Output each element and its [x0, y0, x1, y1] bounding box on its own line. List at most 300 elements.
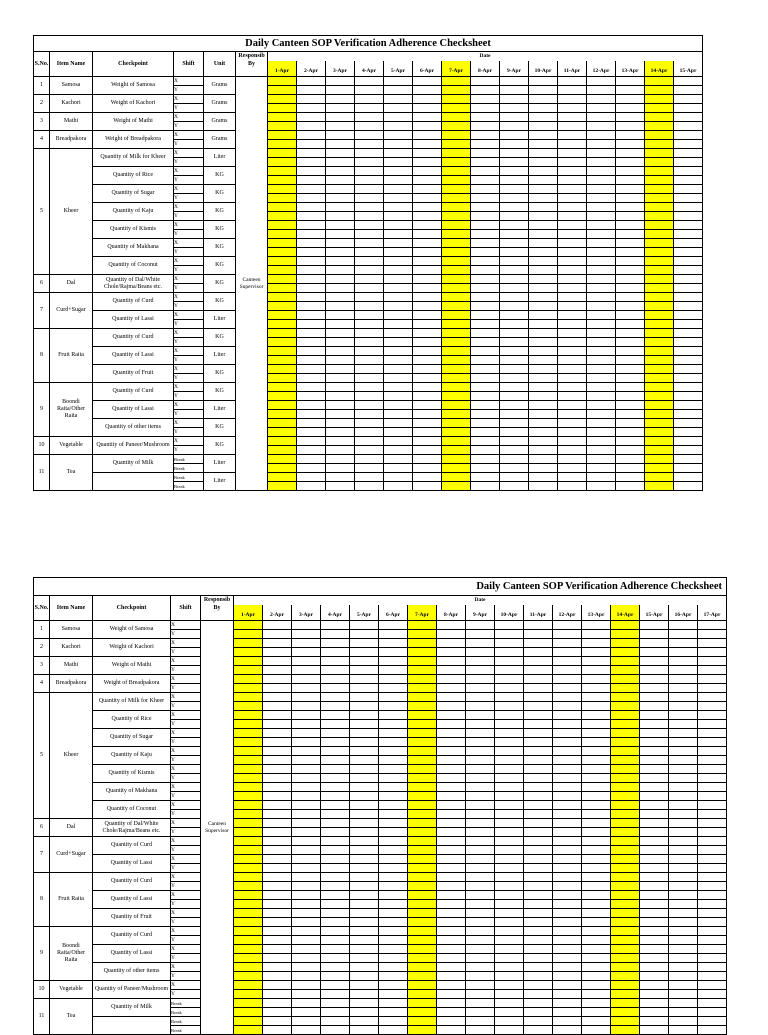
checkbox-cell[interactable] — [500, 437, 529, 446]
checkbox-cell[interactable] — [582, 747, 611, 756]
checkbox-cell[interactable] — [350, 648, 379, 657]
checkbox-cell[interactable] — [263, 981, 292, 990]
checkbox-cell[interactable] — [268, 113, 297, 122]
checkbox-cell[interactable] — [582, 774, 611, 783]
checkbox-cell[interactable] — [616, 482, 645, 491]
checkbox-cell[interactable] — [437, 648, 466, 657]
checkbox-cell[interactable] — [379, 846, 408, 855]
checkbox-cell[interactable] — [558, 140, 587, 149]
checkbox-cell[interactable] — [553, 855, 582, 864]
checkbox-cell[interactable] — [297, 302, 326, 311]
checkbox-cell[interactable] — [471, 419, 500, 428]
checkbox-cell[interactable] — [529, 104, 558, 113]
checkbox-cell[interactable] — [437, 657, 466, 666]
checkbox-cell[interactable] — [471, 464, 500, 473]
checkbox-cell[interactable] — [437, 1017, 466, 1026]
checkbox-cell[interactable] — [292, 936, 321, 945]
checkbox-cell[interactable] — [698, 666, 727, 675]
checkbox-cell[interactable] — [698, 990, 727, 999]
checkbox-cell[interactable] — [529, 383, 558, 392]
checkbox-cell[interactable] — [355, 194, 384, 203]
checkbox-cell[interactable] — [384, 113, 413, 122]
checkbox-cell[interactable] — [413, 293, 442, 302]
checkbox-cell[interactable] — [292, 954, 321, 963]
checkbox-cell[interactable] — [616, 185, 645, 194]
checkbox-cell[interactable] — [321, 621, 350, 630]
checkbox-cell[interactable] — [466, 936, 495, 945]
checkbox-cell[interactable] — [326, 383, 355, 392]
checkbox-cell[interactable] — [466, 711, 495, 720]
checkbox-cell[interactable] — [674, 464, 703, 473]
checkbox-cell[interactable] — [645, 266, 674, 275]
checkbox-cell[interactable] — [350, 774, 379, 783]
checkbox-cell[interactable] — [413, 122, 442, 131]
checkbox-cell[interactable] — [640, 828, 669, 837]
checkbox-cell[interactable] — [321, 810, 350, 819]
checkbox-cell[interactable] — [379, 702, 408, 711]
checkbox-cell[interactable] — [500, 365, 529, 374]
checkbox-cell[interactable] — [350, 747, 379, 756]
checkbox-cell[interactable] — [234, 945, 263, 954]
checkbox-cell[interactable] — [297, 356, 326, 365]
checkbox-cell[interactable] — [321, 990, 350, 999]
checkbox-cell[interactable] — [350, 945, 379, 954]
checkbox-cell[interactable] — [616, 194, 645, 203]
checkbox-cell[interactable] — [669, 756, 698, 765]
checkbox-cell[interactable] — [582, 990, 611, 999]
checkbox-cell[interactable] — [640, 999, 669, 1008]
checkbox-cell[interactable] — [379, 828, 408, 837]
checkbox-cell[interactable] — [640, 747, 669, 756]
checkbox-cell[interactable] — [558, 302, 587, 311]
checkbox-cell[interactable] — [471, 383, 500, 392]
checkbox-cell[interactable] — [674, 266, 703, 275]
checkbox-cell[interactable] — [413, 149, 442, 158]
checkbox-cell[interactable] — [413, 104, 442, 113]
checkbox-cell[interactable] — [297, 158, 326, 167]
checkbox-cell[interactable] — [698, 792, 727, 801]
checkbox-cell[interactable] — [582, 621, 611, 630]
checkbox-cell[interactable] — [413, 401, 442, 410]
checkbox-cell[interactable] — [234, 891, 263, 900]
checkbox-cell[interactable] — [587, 239, 616, 248]
checkbox-cell[interactable] — [437, 990, 466, 999]
checkbox-cell[interactable] — [529, 410, 558, 419]
checkbox-cell[interactable] — [297, 383, 326, 392]
checkbox-cell[interactable] — [379, 1026, 408, 1035]
checkbox-cell[interactable] — [558, 347, 587, 356]
checkbox-cell[interactable] — [698, 1017, 727, 1026]
checkbox-cell[interactable] — [616, 167, 645, 176]
checkbox-cell[interactable] — [379, 864, 408, 873]
checkbox-cell[interactable] — [645, 392, 674, 401]
checkbox-cell[interactable] — [321, 936, 350, 945]
checkbox-cell[interactable] — [587, 77, 616, 86]
checkbox-cell[interactable] — [587, 140, 616, 149]
checkbox-cell[interactable] — [553, 657, 582, 666]
checkbox-cell[interactable] — [408, 837, 437, 846]
checkbox-cell[interactable] — [471, 455, 500, 464]
checkbox-cell[interactable] — [263, 729, 292, 738]
checkbox-cell[interactable] — [408, 981, 437, 990]
checkbox-cell[interactable] — [413, 203, 442, 212]
checkbox-cell[interactable] — [698, 882, 727, 891]
checkbox-cell[interactable] — [350, 756, 379, 765]
checkbox-cell[interactable] — [321, 630, 350, 639]
checkbox-cell[interactable] — [326, 482, 355, 491]
checkbox-cell[interactable] — [263, 891, 292, 900]
checkbox-cell[interactable] — [263, 846, 292, 855]
checkbox-cell[interactable] — [379, 720, 408, 729]
checkbox-cell[interactable] — [379, 756, 408, 765]
checkbox-cell[interactable] — [234, 630, 263, 639]
checkbox-cell[interactable] — [611, 990, 640, 999]
checkbox-cell[interactable] — [384, 203, 413, 212]
checkbox-cell[interactable] — [645, 185, 674, 194]
checkbox-cell[interactable] — [611, 819, 640, 828]
checkbox-cell[interactable] — [674, 446, 703, 455]
checkbox-cell[interactable] — [500, 95, 529, 104]
checkbox-cell[interactable] — [500, 131, 529, 140]
checkbox-cell[interactable] — [640, 801, 669, 810]
checkbox-cell[interactable] — [558, 446, 587, 455]
checkbox-cell[interactable] — [698, 855, 727, 864]
checkbox-cell[interactable] — [379, 630, 408, 639]
checkbox-cell[interactable] — [326, 194, 355, 203]
checkbox-cell[interactable] — [640, 963, 669, 972]
checkbox-cell[interactable] — [292, 882, 321, 891]
checkbox-cell[interactable] — [616, 464, 645, 473]
checkbox-cell[interactable] — [326, 338, 355, 347]
checkbox-cell[interactable] — [437, 963, 466, 972]
checkbox-cell[interactable] — [587, 383, 616, 392]
checkbox-cell[interactable] — [384, 410, 413, 419]
checkbox-cell[interactable] — [297, 113, 326, 122]
checkbox-cell[interactable] — [355, 77, 384, 86]
checkbox-cell[interactable] — [350, 1008, 379, 1017]
checkbox-cell[interactable] — [616, 455, 645, 464]
checkbox-cell[interactable] — [611, 1026, 640, 1035]
checkbox-cell[interactable] — [297, 293, 326, 302]
checkbox-cell[interactable] — [616, 131, 645, 140]
checkbox-cell[interactable] — [355, 221, 384, 230]
checkbox-cell[interactable] — [466, 963, 495, 972]
checkbox-cell[interactable] — [558, 221, 587, 230]
checkbox-cell[interactable] — [495, 927, 524, 936]
checkbox-cell[interactable] — [669, 621, 698, 630]
checkbox-cell[interactable] — [297, 266, 326, 275]
checkbox-cell[interactable] — [413, 167, 442, 176]
checkbox-cell[interactable] — [408, 774, 437, 783]
checkbox-cell[interactable] — [350, 900, 379, 909]
checkbox-cell[interactable] — [529, 401, 558, 410]
checkbox-cell[interactable] — [350, 684, 379, 693]
checkbox-cell[interactable] — [553, 774, 582, 783]
checkbox-cell[interactable] — [529, 203, 558, 212]
checkbox-cell[interactable] — [350, 918, 379, 927]
checkbox-cell[interactable] — [558, 86, 587, 95]
checkbox-cell[interactable] — [413, 320, 442, 329]
checkbox-cell[interactable] — [471, 347, 500, 356]
checkbox-cell[interactable] — [669, 963, 698, 972]
checkbox-cell[interactable] — [268, 104, 297, 113]
checkbox-cell[interactable] — [669, 783, 698, 792]
checkbox-cell[interactable] — [297, 275, 326, 284]
checkbox-cell[interactable] — [466, 666, 495, 675]
checkbox-cell[interactable] — [582, 954, 611, 963]
checkbox-cell[interactable] — [234, 720, 263, 729]
checkbox-cell[interactable] — [524, 855, 553, 864]
checkbox-cell[interactable] — [674, 95, 703, 104]
checkbox-cell[interactable] — [234, 927, 263, 936]
checkbox-cell[interactable] — [616, 284, 645, 293]
checkbox-cell[interactable] — [466, 918, 495, 927]
checkbox-cell[interactable] — [263, 828, 292, 837]
checkbox-cell[interactable] — [350, 837, 379, 846]
checkbox-cell[interactable] — [524, 999, 553, 1008]
checkbox-cell[interactable] — [471, 140, 500, 149]
checkbox-cell[interactable] — [321, 909, 350, 918]
checkbox-cell[interactable] — [321, 684, 350, 693]
checkbox-cell[interactable] — [268, 203, 297, 212]
checkbox-cell[interactable] — [471, 482, 500, 491]
checkbox-cell[interactable] — [698, 639, 727, 648]
checkbox-cell[interactable] — [645, 347, 674, 356]
checkbox-cell[interactable] — [669, 810, 698, 819]
checkbox-cell[interactable] — [582, 882, 611, 891]
checkbox-cell[interactable] — [437, 846, 466, 855]
checkbox-cell[interactable] — [500, 302, 529, 311]
checkbox-cell[interactable] — [292, 972, 321, 981]
checkbox-cell[interactable] — [698, 702, 727, 711]
checkbox-cell[interactable] — [268, 239, 297, 248]
checkbox-cell[interactable] — [495, 738, 524, 747]
checkbox-cell[interactable] — [611, 999, 640, 1008]
checkbox-cell[interactable] — [640, 621, 669, 630]
checkbox-cell[interactable] — [408, 675, 437, 684]
checkbox-cell[interactable] — [263, 666, 292, 675]
checkbox-cell[interactable] — [442, 185, 471, 194]
checkbox-cell[interactable] — [355, 311, 384, 320]
checkbox-cell[interactable] — [529, 392, 558, 401]
checkbox-cell[interactable] — [321, 747, 350, 756]
checkbox-cell[interactable] — [674, 167, 703, 176]
checkbox-cell[interactable] — [582, 855, 611, 864]
checkbox-cell[interactable] — [466, 819, 495, 828]
checkbox-cell[interactable] — [495, 765, 524, 774]
checkbox-cell[interactable] — [553, 693, 582, 702]
checkbox-cell[interactable] — [524, 684, 553, 693]
checkbox-cell[interactable] — [326, 284, 355, 293]
checkbox-cell[interactable] — [355, 257, 384, 266]
checkbox-cell[interactable] — [669, 855, 698, 864]
checkbox-cell[interactable] — [292, 621, 321, 630]
checkbox-cell[interactable] — [558, 131, 587, 140]
checkbox-cell[interactable] — [292, 792, 321, 801]
checkbox-cell[interactable] — [587, 455, 616, 464]
checkbox-cell[interactable] — [495, 711, 524, 720]
checkbox-cell[interactable] — [408, 909, 437, 918]
checkbox-cell[interactable] — [379, 837, 408, 846]
checkbox-cell[interactable] — [674, 329, 703, 338]
checkbox-cell[interactable] — [384, 473, 413, 482]
checkbox-cell[interactable] — [466, 1017, 495, 1026]
checkbox-cell[interactable] — [350, 693, 379, 702]
checkbox-cell[interactable] — [669, 1008, 698, 1017]
checkbox-cell[interactable] — [553, 963, 582, 972]
checkbox-cell[interactable] — [268, 356, 297, 365]
checkbox-cell[interactable] — [640, 720, 669, 729]
checkbox-cell[interactable] — [292, 774, 321, 783]
checkbox-cell[interactable] — [553, 666, 582, 675]
checkbox-cell[interactable] — [471, 392, 500, 401]
checkbox-cell[interactable] — [587, 284, 616, 293]
checkbox-cell[interactable] — [611, 900, 640, 909]
checkbox-cell[interactable] — [413, 212, 442, 221]
checkbox-cell[interactable] — [437, 765, 466, 774]
checkbox-cell[interactable] — [350, 1026, 379, 1035]
checkbox-cell[interactable] — [611, 1008, 640, 1017]
checkbox-cell[interactable] — [466, 765, 495, 774]
checkbox-cell[interactable] — [611, 693, 640, 702]
checkbox-cell[interactable] — [558, 122, 587, 131]
checkbox-cell[interactable] — [321, 1008, 350, 1017]
checkbox-cell[interactable] — [413, 419, 442, 428]
checkbox-cell[interactable] — [500, 347, 529, 356]
checkbox-cell[interactable] — [611, 684, 640, 693]
checkbox-cell[interactable] — [587, 365, 616, 374]
checkbox-cell[interactable] — [640, 837, 669, 846]
checkbox-cell[interactable] — [355, 329, 384, 338]
checkbox-cell[interactable] — [268, 95, 297, 104]
checkbox-cell[interactable] — [466, 927, 495, 936]
checkbox-cell[interactable] — [297, 257, 326, 266]
checkbox-cell[interactable] — [442, 428, 471, 437]
checkbox-cell[interactable] — [558, 356, 587, 365]
checkbox-cell[interactable] — [698, 783, 727, 792]
checkbox-cell[interactable] — [558, 455, 587, 464]
checkbox-cell[interactable] — [442, 383, 471, 392]
checkbox-cell[interactable] — [524, 720, 553, 729]
checkbox-cell[interactable] — [263, 990, 292, 999]
checkbox-cell[interactable] — [326, 293, 355, 302]
checkbox-cell[interactable] — [698, 891, 727, 900]
checkbox-cell[interactable] — [645, 320, 674, 329]
checkbox-cell[interactable] — [669, 639, 698, 648]
checkbox-cell[interactable] — [379, 738, 408, 747]
checkbox-cell[interactable] — [645, 401, 674, 410]
checkbox-cell[interactable] — [674, 473, 703, 482]
checkbox-cell[interactable] — [640, 792, 669, 801]
checkbox-cell[interactable] — [408, 936, 437, 945]
checkbox-cell[interactable] — [263, 837, 292, 846]
checkbox-cell[interactable] — [355, 356, 384, 365]
checkbox-cell[interactable] — [413, 311, 442, 320]
checkbox-cell[interactable] — [558, 257, 587, 266]
checkbox-cell[interactable] — [524, 954, 553, 963]
checkbox-cell[interactable] — [582, 702, 611, 711]
checkbox-cell[interactable] — [408, 873, 437, 882]
checkbox-cell[interactable] — [616, 320, 645, 329]
checkbox-cell[interactable] — [674, 257, 703, 266]
checkbox-cell[interactable] — [234, 747, 263, 756]
checkbox-cell[interactable] — [437, 729, 466, 738]
checkbox-cell[interactable] — [587, 293, 616, 302]
checkbox-cell[interactable] — [326, 77, 355, 86]
checkbox-cell[interactable] — [234, 909, 263, 918]
checkbox-cell[interactable] — [669, 837, 698, 846]
checkbox-cell[interactable] — [413, 86, 442, 95]
checkbox-cell[interactable] — [553, 972, 582, 981]
checkbox-cell[interactable] — [611, 729, 640, 738]
checkbox-cell[interactable] — [471, 365, 500, 374]
checkbox-cell[interactable] — [292, 666, 321, 675]
checkbox-cell[interactable] — [553, 765, 582, 774]
checkbox-cell[interactable] — [582, 756, 611, 765]
checkbox-cell[interactable] — [234, 990, 263, 999]
checkbox-cell[interactable] — [442, 248, 471, 257]
checkbox-cell[interactable] — [413, 302, 442, 311]
checkbox-cell[interactable] — [379, 873, 408, 882]
checkbox-cell[interactable] — [529, 365, 558, 374]
checkbox-cell[interactable] — [379, 774, 408, 783]
checkbox-cell[interactable] — [442, 167, 471, 176]
checkbox-cell[interactable] — [640, 693, 669, 702]
checkbox-cell[interactable] — [669, 1017, 698, 1026]
checkbox-cell[interactable] — [442, 131, 471, 140]
checkbox-cell[interactable] — [384, 347, 413, 356]
checkbox-cell[interactable] — [350, 711, 379, 720]
checkbox-cell[interactable] — [408, 891, 437, 900]
checkbox-cell[interactable] — [292, 684, 321, 693]
checkbox-cell[interactable] — [326, 95, 355, 104]
checkbox-cell[interactable] — [437, 756, 466, 765]
checkbox-cell[interactable] — [442, 284, 471, 293]
checkbox-cell[interactable] — [326, 203, 355, 212]
checkbox-cell[interactable] — [529, 374, 558, 383]
checkbox-cell[interactable] — [297, 473, 326, 482]
checkbox-cell[interactable] — [350, 657, 379, 666]
checkbox-cell[interactable] — [495, 900, 524, 909]
checkbox-cell[interactable] — [379, 945, 408, 954]
checkbox-cell[interactable] — [321, 864, 350, 873]
checkbox-cell[interactable] — [698, 747, 727, 756]
checkbox-cell[interactable] — [645, 365, 674, 374]
checkbox-cell[interactable] — [384, 383, 413, 392]
checkbox-cell[interactable] — [268, 365, 297, 374]
checkbox-cell[interactable] — [669, 819, 698, 828]
checkbox-cell[interactable] — [616, 275, 645, 284]
checkbox-cell[interactable] — [616, 410, 645, 419]
checkbox-cell[interactable] — [268, 284, 297, 293]
checkbox-cell[interactable] — [553, 729, 582, 738]
checkbox-cell[interactable] — [292, 828, 321, 837]
checkbox-cell[interactable] — [292, 675, 321, 684]
checkbox-cell[interactable] — [355, 203, 384, 212]
checkbox-cell[interactable] — [384, 284, 413, 293]
checkbox-cell[interactable] — [437, 792, 466, 801]
checkbox-cell[interactable] — [674, 158, 703, 167]
checkbox-cell[interactable] — [645, 311, 674, 320]
checkbox-cell[interactable] — [413, 446, 442, 455]
checkbox-cell[interactable] — [442, 194, 471, 203]
checkbox-cell[interactable] — [384, 365, 413, 374]
checkbox-cell[interactable] — [616, 104, 645, 113]
checkbox-cell[interactable] — [292, 819, 321, 828]
checkbox-cell[interactable] — [529, 311, 558, 320]
checkbox-cell[interactable] — [495, 648, 524, 657]
checkbox-cell[interactable] — [326, 428, 355, 437]
